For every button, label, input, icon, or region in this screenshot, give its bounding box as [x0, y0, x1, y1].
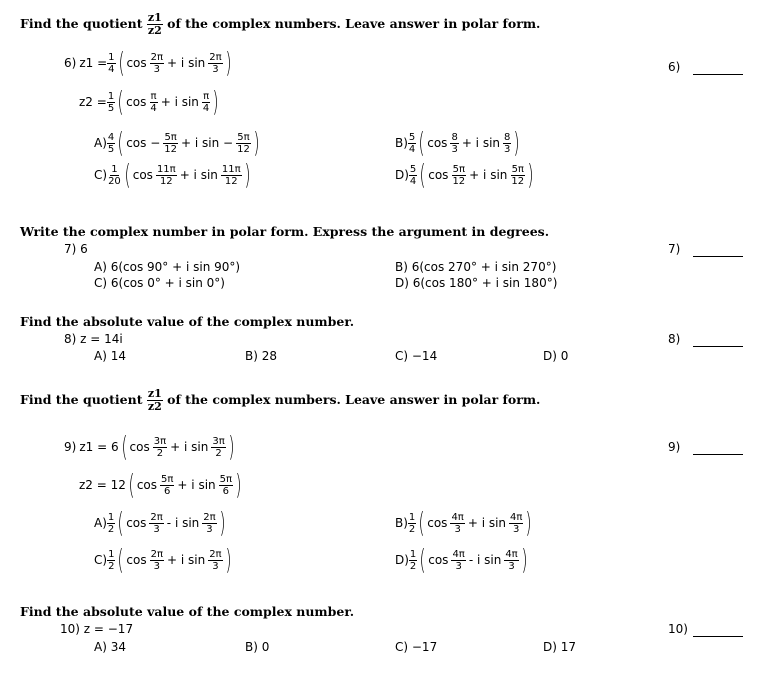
answer-number: 8) [668, 332, 681, 346]
den: 2 [215, 447, 222, 459]
z1-over-z2-fraction [147, 12, 163, 37]
angle-fraction [156, 164, 177, 187]
den: 4 [408, 143, 416, 155]
coef-fraction [408, 512, 416, 535]
right-paren: ) [513, 126, 520, 159]
num: 2π [150, 51, 164, 63]
angle-fraction [208, 549, 222, 572]
left-paren: ( [419, 158, 426, 191]
den: 12 [237, 143, 250, 155]
coef-fraction [409, 164, 417, 187]
cos-text: cos [428, 553, 449, 567]
num: 1 [107, 511, 115, 523]
choice-label: C) [94, 168, 108, 182]
angle-fraction [202, 91, 210, 114]
q7-choice-d[interactable]: D) 6(cos 180° + i sin 180°) [395, 276, 558, 290]
q10-choice-a[interactable]: A) 34 [94, 640, 126, 654]
question-number: 9) [64, 440, 77, 454]
den: 3 [206, 523, 213, 535]
sin-text: - i sin [468, 553, 502, 567]
sin-text: + i sin [167, 56, 206, 70]
answer-number: 7) [668, 242, 681, 256]
angle-fraction [510, 164, 525, 187]
num: 2π [203, 511, 216, 523]
q8-choice-a[interactable]: A) 14 [94, 349, 126, 363]
header-text: Find the quotient [20, 16, 143, 31]
den: 3 [212, 560, 219, 572]
choice-label: D) [395, 553, 409, 567]
sin-text: + i sin [170, 440, 209, 454]
left-paren: ( [418, 126, 425, 159]
question-10: 10) z = −17 [60, 622, 134, 636]
cos-text: cos [136, 478, 158, 492]
den: 4 [150, 102, 157, 114]
angle-fraction [163, 132, 178, 155]
num: 11π [221, 163, 241, 175]
num: 2π [150, 511, 163, 523]
left-paren: ( [117, 543, 124, 576]
q6-choice-a[interactable] [94, 126, 262, 159]
answer-blank[interactable] [693, 256, 743, 257]
q8-choice-d[interactable]: D) 0 [543, 349, 569, 363]
num: 4π [510, 511, 523, 523]
num: 5 [408, 131, 416, 143]
answer-number: 6) [668, 60, 681, 74]
header-text: of the complex numbers. Leave answer in polar form. [167, 392, 541, 407]
q10-choice-d[interactable]: D) 17 [543, 640, 577, 654]
num: 4π [452, 548, 465, 560]
num: 2π [150, 548, 163, 560]
header-text: Find the quotient [20, 392, 143, 407]
cos-text: cos [129, 440, 150, 454]
num: 5π [511, 163, 524, 175]
num: 1 [111, 163, 118, 175]
q9-choice-c[interactable] [94, 543, 234, 576]
sin-text: + i sin [467, 516, 507, 530]
den: 2 [408, 523, 416, 535]
num: 11π [156, 163, 176, 175]
num: 1 [108, 548, 115, 560]
num: 5 [409, 163, 417, 175]
den: 20 [108, 175, 121, 187]
right-paren: ) [225, 543, 232, 576]
answer-blank[interactable] [693, 636, 743, 637]
num: 4π [505, 548, 518, 560]
cos-text: cos [132, 168, 153, 182]
q6-choice-b[interactable] [395, 126, 522, 159]
num: 5π [164, 131, 177, 143]
angle-fraction [451, 549, 465, 572]
sin-text: + i sin [469, 168, 508, 182]
left-paren: ( [418, 506, 425, 539]
left-paren: ( [117, 46, 124, 79]
right-paren: ) [244, 158, 251, 191]
q7-choice-a[interactable]: A) 6(cos 90° + i sin 90°) [94, 260, 241, 274]
q10-choice-c[interactable]: C) −17 [395, 640, 438, 654]
coef-fraction [107, 512, 115, 535]
answer-blank[interactable] [693, 74, 743, 75]
num: π [150, 90, 157, 102]
right-paren: ) [212, 85, 219, 118]
cos-text: cos [427, 136, 448, 150]
angle-fraction [149, 512, 163, 535]
den: 5 [107, 102, 115, 114]
right-paren: ) [253, 126, 260, 159]
den: 12 [164, 143, 177, 155]
cos-text: cos [126, 553, 147, 567]
num: 4 [107, 131, 115, 143]
right-paren: ) [525, 506, 532, 539]
angle-fraction [211, 436, 225, 459]
section-header-polar-degrees: Write the complex number in polar form. Express the argument in degrees. [20, 224, 550, 239]
q9-z2 [79, 468, 244, 501]
angle-fraction [450, 132, 458, 155]
den: 5 [107, 143, 115, 155]
num: 2π [209, 51, 222, 63]
right-paren: ) [228, 430, 235, 463]
question-8: 8) z = 14i [64, 332, 123, 346]
num: π [203, 90, 210, 102]
left-paren: ( [128, 468, 135, 501]
den: 2 [156, 447, 164, 459]
section-header-absolute-value-1: Find the absolute value of the complex number. [20, 314, 355, 329]
den: 3 [451, 143, 458, 155]
answer-blank[interactable] [693, 454, 743, 455]
angle-fraction [221, 164, 242, 187]
angle-fraction [160, 474, 174, 497]
angle-fraction [153, 436, 167, 459]
angle-fraction [509, 512, 523, 535]
angle-fraction [504, 549, 518, 572]
cos-text: cos − [126, 136, 161, 150]
q6-z1 [64, 46, 234, 79]
sin-text: + i sin [160, 95, 199, 109]
den: 4 [409, 175, 417, 187]
coef-fraction [107, 164, 122, 187]
sin-text: + i sin [179, 168, 218, 182]
den: 6 [222, 485, 230, 497]
num: 5π [161, 473, 174, 485]
q9-choice-b[interactable] [395, 506, 534, 539]
angle-fraction [236, 132, 251, 155]
z2-label: z2 = [79, 95, 107, 109]
z2-label: z2 = 12 [79, 478, 126, 492]
coef-fraction [107, 549, 115, 572]
angle-fraction [451, 164, 466, 187]
section-header-quotient-2 [20, 388, 540, 413]
section-header-absolute-value-2: Find the absolute value of the complex number. [20, 604, 355, 619]
den: 3 [513, 523, 520, 535]
choice-label: B) [395, 136, 408, 150]
coef-fraction [107, 91, 115, 114]
den: 2 [409, 560, 417, 572]
angle-fraction [202, 512, 216, 535]
choice-label: A) [94, 136, 107, 150]
num: 3π [212, 435, 225, 447]
num: 8 [451, 131, 458, 143]
angle-fraction [149, 91, 157, 114]
den: 4 [108, 63, 115, 75]
left-paren: ( [117, 85, 124, 118]
cos-text: cos [126, 516, 147, 530]
frac-num: z1 [147, 11, 162, 24]
sin-text: + i sin [166, 553, 206, 567]
answer-number: 9) [668, 440, 681, 454]
angle-fraction [503, 132, 511, 155]
left-paren: ( [117, 506, 124, 539]
cos-text: cos [126, 56, 147, 70]
sin-text: - i sin [166, 516, 200, 530]
q8-choice-c[interactable]: C) −14 [395, 349, 438, 363]
den: 3 [153, 560, 160, 572]
question-number: 6) [64, 56, 77, 70]
num: 1 [107, 90, 115, 102]
frac-num: z1 [147, 387, 162, 400]
q9-choice-d[interactable] [395, 543, 530, 576]
q6-choice-d[interactable] [395, 158, 536, 191]
den: 12 [452, 175, 466, 187]
den: 12 [159, 175, 173, 187]
answer-number: 10) [668, 622, 688, 636]
choice-label: C) [94, 553, 108, 567]
coef-fraction [107, 132, 115, 155]
coef-fraction [408, 132, 416, 155]
angle-fraction [150, 549, 164, 572]
right-paren: ) [521, 543, 528, 576]
den: 3 [153, 523, 160, 535]
num: 5π [452, 163, 465, 175]
q7-choice-c[interactable]: C) 6(cos 0° + i sin 0°) [94, 276, 225, 290]
cos-text: cos [126, 95, 147, 109]
num: 1 [409, 548, 417, 560]
left-paren: ( [419, 543, 426, 576]
left-paren: ( [121, 430, 128, 463]
num: 1 [408, 511, 416, 523]
frac-den: z2 [147, 400, 162, 413]
right-paren: ) [527, 158, 534, 191]
header-text: of the complex numbers. Leave answer in polar form. [167, 16, 541, 31]
left-paren: ( [117, 126, 124, 159]
den: 12 [511, 175, 525, 187]
right-paren: ) [225, 46, 232, 79]
den: 2 [107, 523, 115, 535]
sin-text: + i sin [461, 136, 501, 150]
den: 3 [454, 523, 461, 535]
choice-label: B) [395, 516, 408, 530]
q9-choice-a[interactable] [94, 506, 228, 539]
answer-blank[interactable] [693, 346, 743, 347]
sin-text: + i sin − [181, 136, 234, 150]
q10-choice-b[interactable]: B) 0 [245, 640, 270, 654]
section-header-quotient-1 [20, 12, 540, 37]
q9-z1 [64, 430, 237, 463]
num: 8 [504, 131, 511, 143]
den: 3 [508, 560, 515, 572]
q6-z2 [79, 85, 221, 118]
den: 3 [212, 63, 219, 75]
num: 1 [108, 51, 115, 63]
z1-label: z1 = 6 [79, 440, 119, 454]
q6-choice-c[interactable] [94, 158, 253, 191]
choice-label: A) [94, 516, 107, 530]
q7-choice-b[interactable]: B) 6(cos 270° + i sin 270°) [395, 260, 557, 274]
left-paren: ( [124, 158, 131, 191]
frac-den: z2 [147, 24, 162, 37]
angle-fraction [208, 52, 222, 75]
cos-text: cos [428, 168, 449, 182]
den: 3 [455, 560, 462, 572]
right-paren: ) [235, 468, 242, 501]
den: 4 [202, 102, 210, 114]
den: 3 [153, 63, 161, 75]
den: 3 [504, 143, 511, 155]
num: 4π [451, 511, 464, 523]
cos-text: cos [427, 516, 448, 530]
z1-label: z1 = [79, 56, 108, 70]
sin-text: + i sin [177, 478, 216, 492]
coef-fraction [107, 52, 115, 75]
num: 2π [209, 548, 222, 560]
q8-choice-b[interactable]: B) 28 [245, 349, 277, 363]
den: 12 [224, 175, 238, 187]
den: 6 [164, 485, 171, 497]
coef-fraction [409, 549, 417, 572]
question-7: 7) 6 [64, 242, 88, 256]
right-paren: ) [219, 506, 226, 539]
num: 5π [237, 131, 250, 143]
den: 2 [108, 560, 115, 572]
choice-label: D) [395, 168, 409, 182]
z1-over-z2-fraction [147, 388, 163, 413]
angle-fraction [450, 512, 464, 535]
num: 3π [153, 435, 167, 447]
num: 5π [219, 473, 233, 485]
angle-fraction [150, 52, 164, 75]
angle-fraction [219, 474, 233, 497]
